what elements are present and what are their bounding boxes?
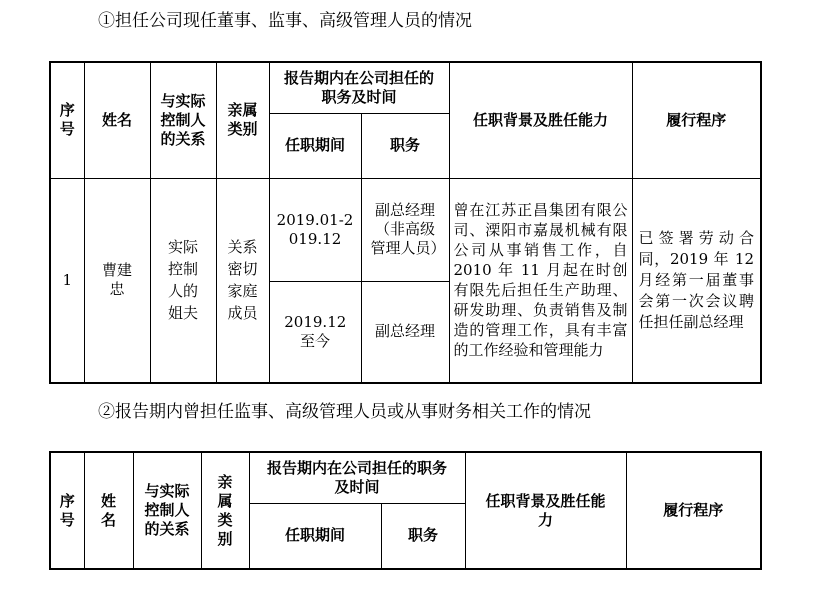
header-procedure: 履行程序: [632, 62, 761, 178]
cell-name: 曹建忠: [84, 178, 150, 383]
former-officers-table: [49, 451, 762, 570]
cell-term-1: 2019.01-2019.12: [269, 178, 361, 281]
header-relation-2: 与实际控制人的关系: [133, 452, 201, 569]
header-term: 任职期间: [269, 113, 361, 178]
header-seq-2: 序号: [50, 452, 84, 569]
cell-background: 曾在江苏正昌集团有限公司、溧阳市嘉晟机械有限公司从事销售工作，自 2010 年 11 月起在时创有限先后担任生产助理、研发助理、负责销售及制造的管理工作，具有丰富的工作经验和管理能力: [449, 178, 632, 383]
cell-position-2: 副总经理: [361, 281, 449, 383]
header-background-2: 任职背景及胜任能力: [465, 452, 626, 569]
section-heading-former-officers: ②报告期内曾担任监事、高级管理人员或从事财务相关工作的情况: [98, 402, 591, 422]
header-seq: 序号: [50, 62, 84, 178]
cell-relation: 实际控制人的姐夫: [150, 178, 216, 383]
cell-position-1: 副总经理（非高级管理人员）: [361, 178, 449, 281]
cell-procedure: 已签署劳动合同，2019 年 12 月经第一届董事会第一次会议聘任担任副总经理: [632, 178, 761, 383]
header-kin-2: 亲属类别: [201, 452, 249, 569]
table-row: [50, 178, 761, 281]
header-period-group-2: 报告期内在公司担任的职务及时间: [249, 452, 465, 503]
header-relation: 与实际控制人的关系: [150, 62, 216, 178]
section-heading-current-officers: ①担任公司现任董事、监事、高级管理人员的情况: [98, 11, 472, 31]
header-background: 任职背景及胜任能力: [449, 62, 632, 178]
header-name-2: 姓名: [84, 452, 133, 569]
current-officers-table: [49, 61, 762, 384]
header-period-group: 报告期内在公司担任的职务及时间: [269, 62, 449, 113]
cell-seq: 1: [50, 178, 84, 383]
header-position: 职务: [361, 113, 449, 178]
header-term-2: 任职期间: [249, 503, 381, 569]
header-position-2: 职务: [381, 503, 465, 569]
header-name: 姓名: [84, 62, 150, 178]
header-procedure-2: 履行程序: [626, 452, 761, 569]
cell-term-2: 2019.12至今: [269, 281, 361, 383]
cell-kin: 关系密切家庭成员: [216, 178, 269, 383]
header-kin: 亲属类别: [216, 62, 269, 178]
